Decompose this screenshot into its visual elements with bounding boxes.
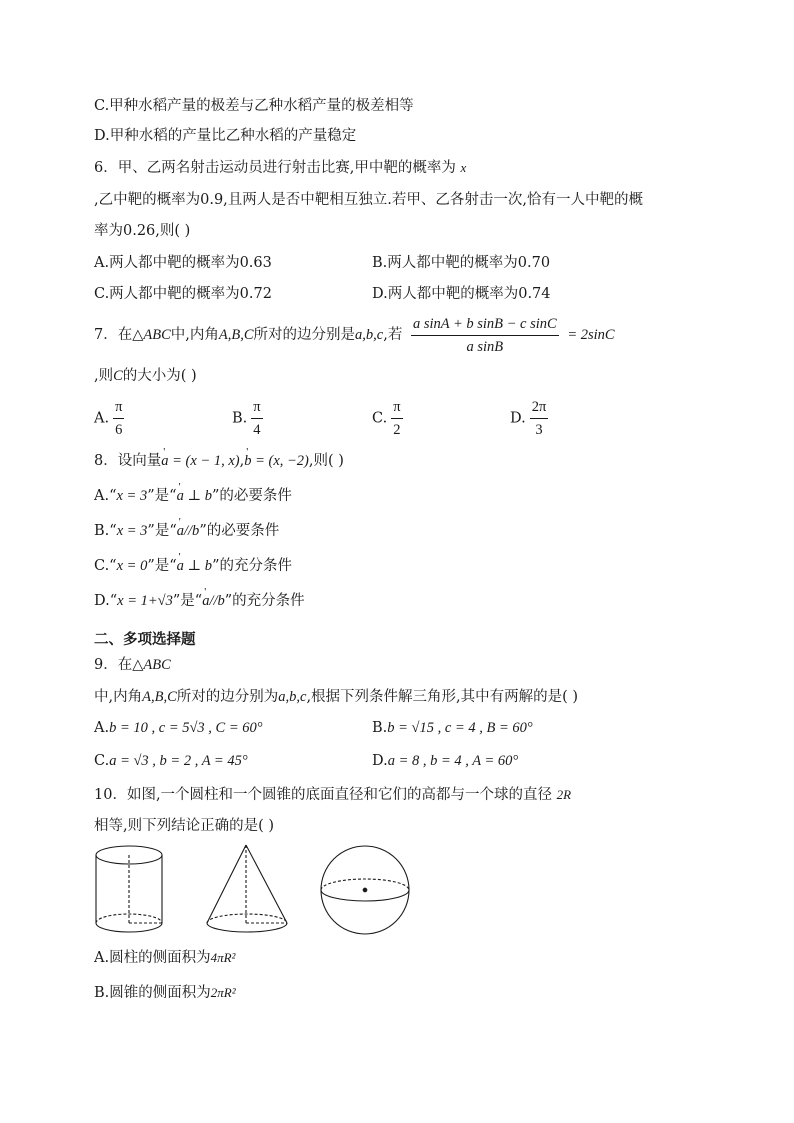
q6-text: 6．甲、乙两名射击运动员进行射击比赛,甲中靶的概率为 xyxy=(94,160,456,176)
q7-option-d-den: 3 xyxy=(535,422,543,438)
q8-option-b xyxy=(94,521,279,541)
q8-option-c-pre: C.“ xyxy=(94,558,117,574)
q7-option-c-den: 2 xyxy=(393,422,401,438)
q8-option-d-pre: D.“ xyxy=(94,593,118,609)
q8-vector-a: ' a = (x − 1, x) xyxy=(161,451,239,471)
q8-option-d-post: ”的充分条件 xyxy=(224,593,305,609)
q7-option-d xyxy=(510,398,552,439)
q10-option-a-text: A.圆柱的侧面积为 xyxy=(94,950,211,966)
q8-option-c-mid: ”是“ xyxy=(147,558,177,574)
q7-option-b-frac xyxy=(251,398,262,439)
q9-line2-mid: 所对的边分别为 xyxy=(176,689,279,705)
q9-option-b-label: B. xyxy=(372,720,388,736)
q9-angles: A,B,C xyxy=(142,689,177,705)
q9-option-a xyxy=(94,720,263,736)
q7-mid: 中,内角 xyxy=(170,327,219,343)
q7-option-b-label: B. xyxy=(232,410,248,427)
q10-option-a xyxy=(94,948,235,968)
q7-option-a-num: π xyxy=(113,398,124,419)
q7-option-c xyxy=(372,398,407,439)
q8-option-d-rel: ' a//b xyxy=(202,591,225,611)
q7-line2-post: 的大小为( ) xyxy=(122,368,197,384)
q7-option-d-num: 2π xyxy=(530,398,549,419)
q6-stem-line1 xyxy=(94,158,466,178)
q8-option-c xyxy=(94,556,292,576)
q6-var-x: x xyxy=(460,160,467,175)
q7-var-c: C xyxy=(113,368,123,384)
q6-option-a: A.两人都中靶的概率为0.63 xyxy=(94,255,272,271)
q9-options-row1 xyxy=(94,718,533,738)
q7-option-b-den: 4 xyxy=(253,422,261,438)
q5-option-c: C.甲种水稻产量的极差与乙种水稻产量的极差相等 xyxy=(94,98,414,114)
q10-var-2r: 2R xyxy=(556,787,572,802)
q6-stem-line2: ,乙中靶的概率为0.9,且两人是否中靶相互独立.若甲、乙各射击一次,恰有一人中靶的概 xyxy=(94,192,643,208)
q8-option-c-cond: x = 0 xyxy=(116,558,148,574)
q9-option-d-label: D. xyxy=(372,753,388,769)
q9-option-c-label: C. xyxy=(94,753,110,769)
q7-option-a-frac xyxy=(113,398,124,439)
q7-fraction-denominator: a sinB xyxy=(466,338,504,355)
section-heading: 二、多项选择题 xyxy=(94,632,196,648)
q9-option-d xyxy=(372,751,518,771)
q7-option-d-frac xyxy=(530,398,549,439)
q8-option-c-post: ”的充分条件 xyxy=(212,558,292,574)
q9-triangle: △ABC xyxy=(132,657,171,673)
q8-option-d-mid: ”是“ xyxy=(172,593,203,609)
q8-option-a-post: ”的必要条件 xyxy=(211,488,292,504)
q7-option-b xyxy=(232,398,267,439)
q9-options-row2 xyxy=(94,751,519,771)
q8-option-a-rel: ' a ⊥ b xyxy=(177,486,212,506)
q7-fraction-numerator: a sinA + b sinB − c sinC xyxy=(411,315,559,336)
q8-option-a-cond: x = 3 xyxy=(116,488,148,504)
q9-line2-pre: 中,内角 xyxy=(94,689,143,705)
q6-options-row2 xyxy=(94,284,551,304)
q8-option-b-post: ”的必要条件 xyxy=(199,523,280,539)
q5-option-d: D.甲种水稻的产量比乙种水稻的产量稳定 xyxy=(94,128,357,144)
q8-pre: 8．设向量 xyxy=(94,453,162,469)
q9-stem-line1 xyxy=(94,655,171,675)
q9-option-a-label: A. xyxy=(94,720,110,736)
q7-triangle: △ABC xyxy=(132,327,171,343)
q8-option-a xyxy=(94,486,292,506)
q10-option-b xyxy=(94,983,236,1003)
q9-option-b xyxy=(372,718,533,738)
q8-option-b-cond: x = 3 xyxy=(116,523,148,539)
q7-option-a-label: A. xyxy=(94,410,110,427)
q8-option-b-pre: B.“ xyxy=(94,523,117,539)
q10-option-b-text: B.圆锥的侧面积为 xyxy=(94,985,211,1001)
q7-option-a-den: 6 xyxy=(115,422,123,438)
q8-stem xyxy=(94,451,344,471)
q8-option-b-mid: ”是“ xyxy=(147,523,177,539)
q10-option-a-expr: 4πR² xyxy=(210,950,236,965)
q8-option-a-pre: A.“ xyxy=(94,488,117,504)
q10-option-b-expr: 2πR² xyxy=(210,985,236,1000)
cylinder-figure xyxy=(96,846,162,932)
q10-figures xyxy=(94,843,424,943)
q9-option-b-expr: b = √15 , c = 4 , B = 60° xyxy=(387,720,533,736)
q7-option-c-num: π xyxy=(391,398,402,419)
q9-line2-post: ,根据下列条件解三角形,其中有两解的是( ) xyxy=(306,689,579,705)
q6-option-d: D.两人都中靶的概率为0.74 xyxy=(372,286,551,302)
q8-option-d xyxy=(94,591,305,611)
q8-post: ,则( ) xyxy=(308,453,344,469)
q9-option-c-expr: a = √3 , b = 2 , A = 45° xyxy=(109,753,248,769)
q9-pre: 9．在 xyxy=(94,657,133,673)
q6-option-c: C.两人都中靶的概率为0.72 xyxy=(94,286,272,302)
q7-fraction xyxy=(411,315,559,356)
q7-stem-line2 xyxy=(94,366,197,386)
q7-rhs: = 2sinC xyxy=(567,327,615,343)
q7-option-b-num: π xyxy=(251,398,262,419)
q7-option-a xyxy=(94,398,128,439)
sphere-figure xyxy=(321,846,409,934)
q8-vector-b: ' b = (x, −2) xyxy=(244,451,309,471)
q10-stem-line2: 相等,则下列结论正确的是( ) xyxy=(94,818,275,834)
q7-mid3: ,若 xyxy=(383,327,403,343)
q7-pre: 7．在 xyxy=(94,327,133,343)
q10-text: 10．如图,一个圆柱和一个圆锥的底面直径和它们的高都与一个球的直径 xyxy=(94,787,553,803)
q7-line2-pre: ,则 xyxy=(94,368,114,384)
q9-stem-line2 xyxy=(94,687,578,707)
q9-sides: a,b,c xyxy=(278,689,307,705)
q8-option-b-rel: ' a//b xyxy=(177,521,200,541)
q7-option-c-frac xyxy=(391,398,402,439)
q8-sep: , xyxy=(239,453,245,469)
q9-option-d-expr: a = 8 , b = 4 , A = 60° xyxy=(387,753,519,769)
cone-figure xyxy=(207,845,287,932)
q9-option-a-expr: b = 10 , c = 5√3 , C = 60° xyxy=(109,720,263,736)
q7-angles: A,B,C xyxy=(218,327,254,343)
q7-stem-line1 xyxy=(94,314,615,356)
q6-option-b: B.两人都中靶的概率为0.70 xyxy=(372,255,551,271)
q6-stem-line3: 率为0.26,则( ) xyxy=(94,223,191,239)
q7-sides: a,b,c xyxy=(355,327,384,343)
q8-option-d-cond: x = 1+√3 xyxy=(117,593,173,609)
q6-options-row1 xyxy=(94,253,551,273)
q10-stem-line1 xyxy=(94,785,571,805)
q7-option-c-label: C. xyxy=(372,410,388,427)
q8-option-c-rel: ' a ⊥ b xyxy=(177,556,212,576)
q9-option-c xyxy=(94,753,248,769)
q8-option-a-mid: ”是“ xyxy=(147,488,177,504)
q7-mid2: 所对的边分别是 xyxy=(253,327,356,343)
q7-option-d-label: D. xyxy=(510,410,526,427)
